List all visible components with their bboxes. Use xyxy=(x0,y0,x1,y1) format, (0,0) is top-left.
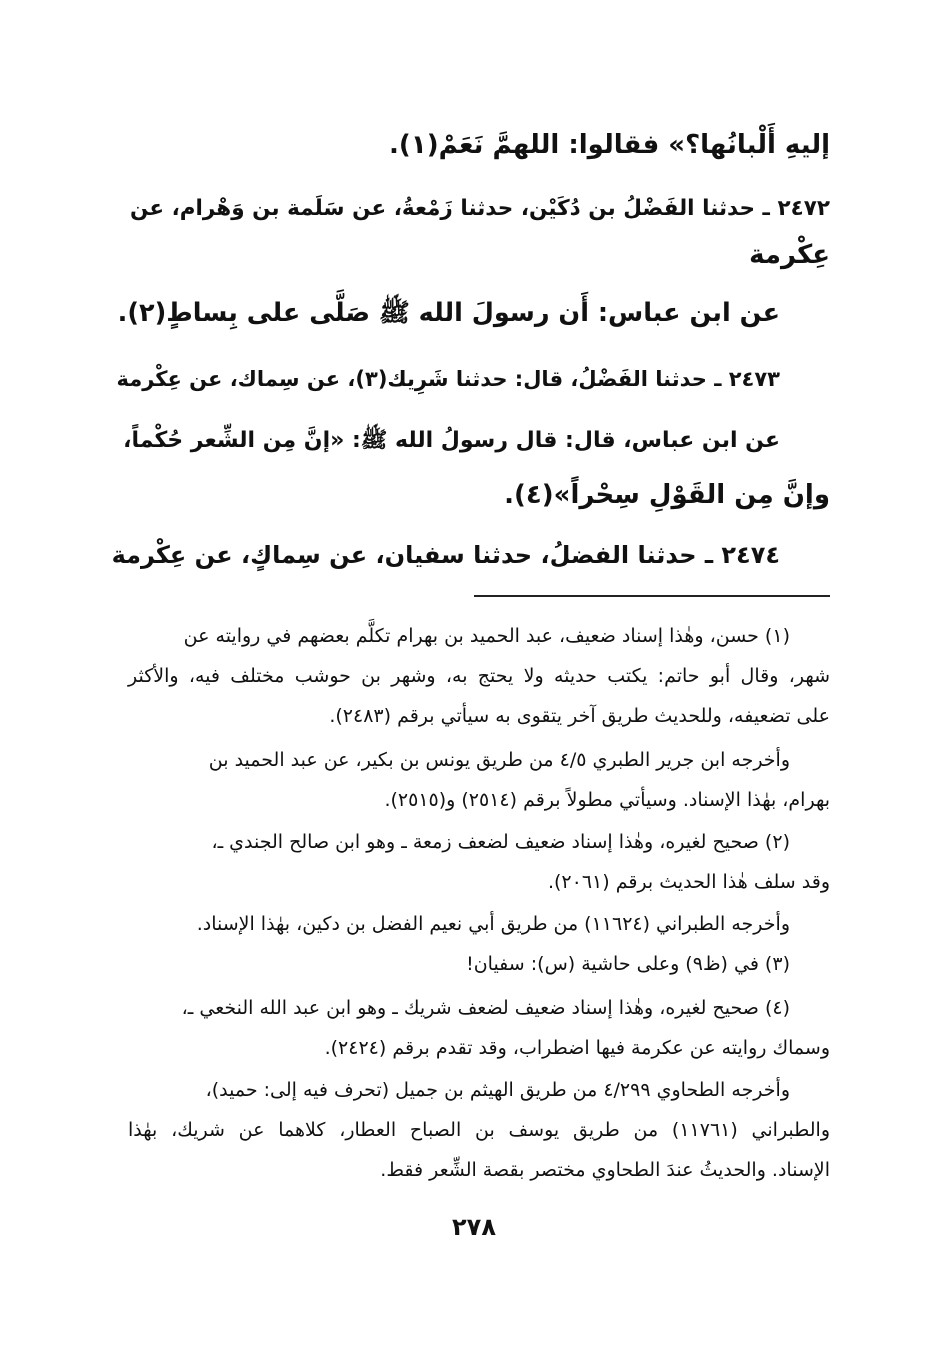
footnote-line: على تضعيفه، وللحديث طريق آخر يتقوى به سيأتي برقم (٢٤٨٣). xyxy=(329,705,830,727)
main-text-line: إليهِ أَلْبانُها؟» فقالوا: اللهمَّ نَعَمْ(١). xyxy=(389,130,830,160)
footnote-line: الإسناد. والحديثُ عندَ الطحاوي مختصر بقصة الشِّعر فقط. xyxy=(380,1159,830,1181)
footnote-divider xyxy=(474,595,830,597)
page-number: ٢٧٨ xyxy=(452,1213,496,1241)
main-text-line: عِكْرمة xyxy=(749,240,830,270)
footnote-line: والطبراني (١١٧٦١) من طريق يوسف بن الصباح العطار، كلاهما عن شريك، بهٰذا xyxy=(128,1119,830,1141)
footnote-3: (٣) في (ظ٩) وعلى حاشية (س): سفيان! xyxy=(466,953,790,975)
hadith-2473-matn: عن ابن عباس، قال: قال رسولُ الله ﷺ: «إنَّ مِن الشِّعر حُكْماً، xyxy=(123,428,780,453)
footnote-line: وأخرجه الطحاوي ٤/٢٩٩ من طريق الهيثم بن جميل (تحرف فيه إلى: حميد)، xyxy=(205,1079,790,1101)
hadith-2472-isnad: ٢٤٧٢ ـ حدثنا الفَضْلُ بن دُكَيْن، حدثنا زَمْعةُ، عن سَلَمة بن وَهْرام، عن xyxy=(130,196,830,221)
footnote-line: بهرام، بهٰذا الإسناد. وسيأتي مطولاً برقم (٢٥١٤) و(٢٥١٥). xyxy=(384,789,830,811)
main-text-line: وإنَّ مِن القَوْلِ سِحْراً»(٤). xyxy=(504,480,830,510)
hadith-2473-isnad: ٢٤٧٣ ـ حدثنا الفَضْلُ، قال: حدثنا شَرِيك(٣)، عن سِماك، عن عِكْرمة xyxy=(116,367,780,391)
hadith-2472-matn: عن ابن عباس: أَن رسولَ الله ﷺ صَلَّى على بِساطٍ(٢). xyxy=(117,298,780,328)
footnote-line: شهر، وقال أبو حاتم: يكتب حديثه ولا يحتج به، وشهر بن حوشب مختلف فيه، والأكثر xyxy=(128,665,830,687)
footnote-line: وقد سلف هٰذا الحديث برقم (٢٠٦١). xyxy=(547,871,830,893)
footnote-line: وسماك روايته عن عكرمة فيها اضطراب، وقد تقدم برقم (٢٤٢٤). xyxy=(324,1037,830,1059)
hadith-2474-isnad: ٢٤٧٤ ـ حدثنا الفضلُ، حدثنا سفيان، عن سِماكٍ، عن عِكْرمة xyxy=(111,541,780,569)
footnote-2: (٢) صحيح لغيره، وهٰذا إسناد ضعيف لضعف زمعة ـ وهو ابن صالح الجندي ـ، xyxy=(211,831,790,853)
footnote-line: وأخرجه الطبراني (١١٦٢٤) من طريق أبي نعيم الفضل بن دكين، بهٰذا الإسناد. xyxy=(196,913,790,935)
footnote-1: (١) حسن، وهٰذا إسناد ضعيف، عبد الحميد بن بهرام تكلَّم بعضهم في روايته عن xyxy=(183,625,790,647)
footnote-line: وأخرجه ابن جرير الطبري ٤/٥ من طريق يونس بن بكير، عن عبد الحميد بن xyxy=(208,749,790,771)
footnote-4: (٤) صحيح لغيره، وهٰذا إسناد ضعيف لضعف شريك ـ وهو ابن عبد الله النخعي ـ، xyxy=(181,997,790,1019)
